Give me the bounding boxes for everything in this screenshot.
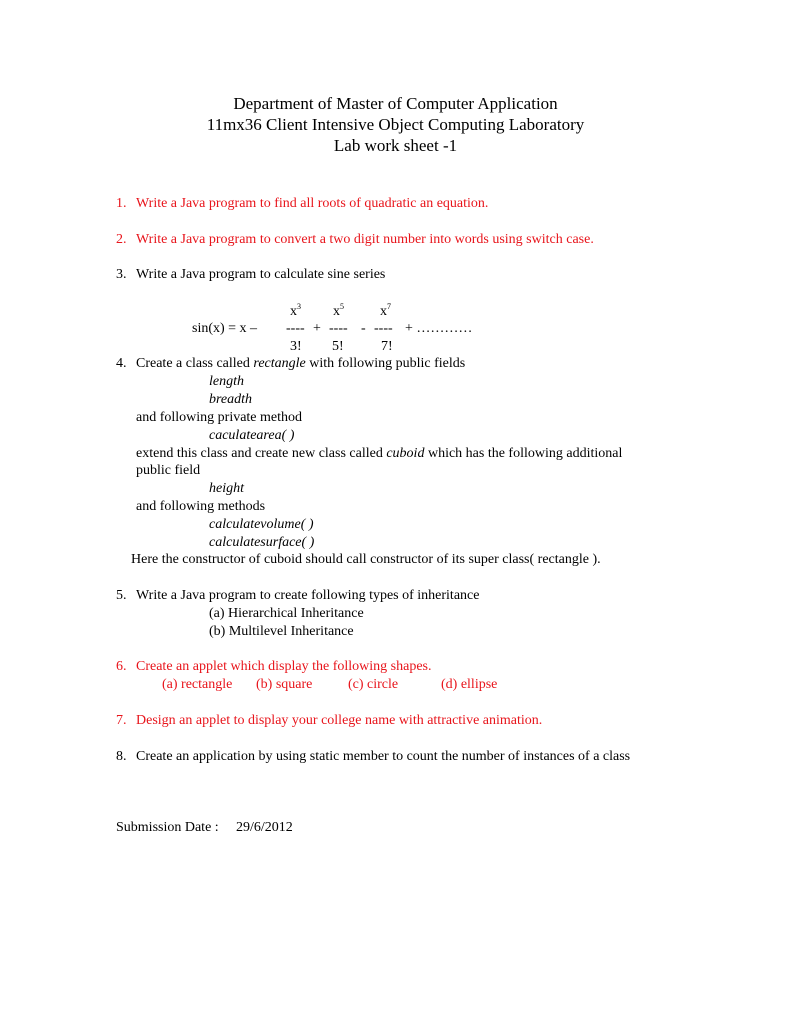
minus-operator: - (361, 321, 366, 336)
option-item: (b) Multilevel Inheritance (209, 624, 354, 639)
fraction-bar: ---- (329, 321, 348, 336)
formula-lhs: sin(x) = x – (192, 321, 258, 336)
numerator-x7: $x^7$ (380, 302, 391, 319)
option-item: (c) circle (348, 677, 399, 692)
fraction-bar: ---- (374, 321, 393, 336)
method-name: caculatearea( ) (209, 428, 295, 443)
field-name: breadth (209, 392, 253, 407)
option-item: (a) Hierarchical Inheritance (209, 606, 364, 621)
question-text: Write a Java program to create following types of inheritance (136, 588, 480, 603)
sheet-title: Lab work sheet -1 (333, 136, 458, 155)
option-item: (d) ellipse (441, 677, 498, 692)
question-text: Write a Java program to find all roots of quadratic an equation. (136, 196, 489, 211)
option-item: (b) square (256, 677, 313, 692)
option-item: (a) rectangle (162, 677, 233, 692)
series-continuation: + ………… (405, 321, 473, 336)
question-text: Create a class called rectangle with following public fields (136, 356, 466, 371)
question-text: Write a Java program to calculate sine series (136, 267, 386, 282)
numerator-x5: $x^5$ (333, 302, 344, 319)
numerator-x3: $x^3$ (290, 302, 301, 319)
body-text: public field (136, 463, 201, 478)
submission-date-label: Submission Date : (116, 820, 219, 835)
course-title: 11mx36 Client Intensive Object Computing Laboratory (206, 115, 585, 134)
field-name: height (209, 481, 244, 496)
question-number: 6. (116, 659, 127, 674)
denominator: 7! (381, 339, 393, 354)
question-number: 5. (116, 588, 127, 603)
body-text: Here the constructor of cuboid should call constructor of its super class( rectangle ). (131, 552, 601, 567)
method-name: calculatevolume( ) (209, 517, 314, 532)
question-number: 2. (116, 232, 127, 247)
question-text: Write a Java program to convert a two digit number into words using switch case. (136, 232, 594, 247)
body-text: extend this class and create new class called cuboid which has the following additional (136, 446, 623, 461)
method-name: calculatesurface( ) (209, 535, 315, 550)
denominator: 5! (332, 339, 344, 354)
question-text: Design an applet to display your college name with attractive animation. (136, 713, 543, 728)
submission-date-value: 29/6/2012 (236, 820, 293, 835)
question-text: Create an applet which display the following shapes. (136, 659, 432, 674)
department-title: Department of Master of Computer Application (233, 94, 558, 113)
question-number: 4. (116, 356, 127, 371)
question-number: 8. (116, 749, 127, 764)
question-text: Create an application by using static member to count the number of instances of a class (136, 749, 631, 764)
question-number: 1. (116, 196, 127, 211)
denominator: 3! (290, 339, 302, 354)
body-text: and following private method (136, 410, 303, 425)
question-number: 3. (116, 267, 127, 282)
body-text: and following methods (136, 499, 266, 514)
plus-operator: + (313, 321, 321, 336)
field-name: length (209, 374, 244, 389)
fraction-bar: ---- (286, 321, 305, 336)
question-number: 7. (116, 713, 127, 728)
